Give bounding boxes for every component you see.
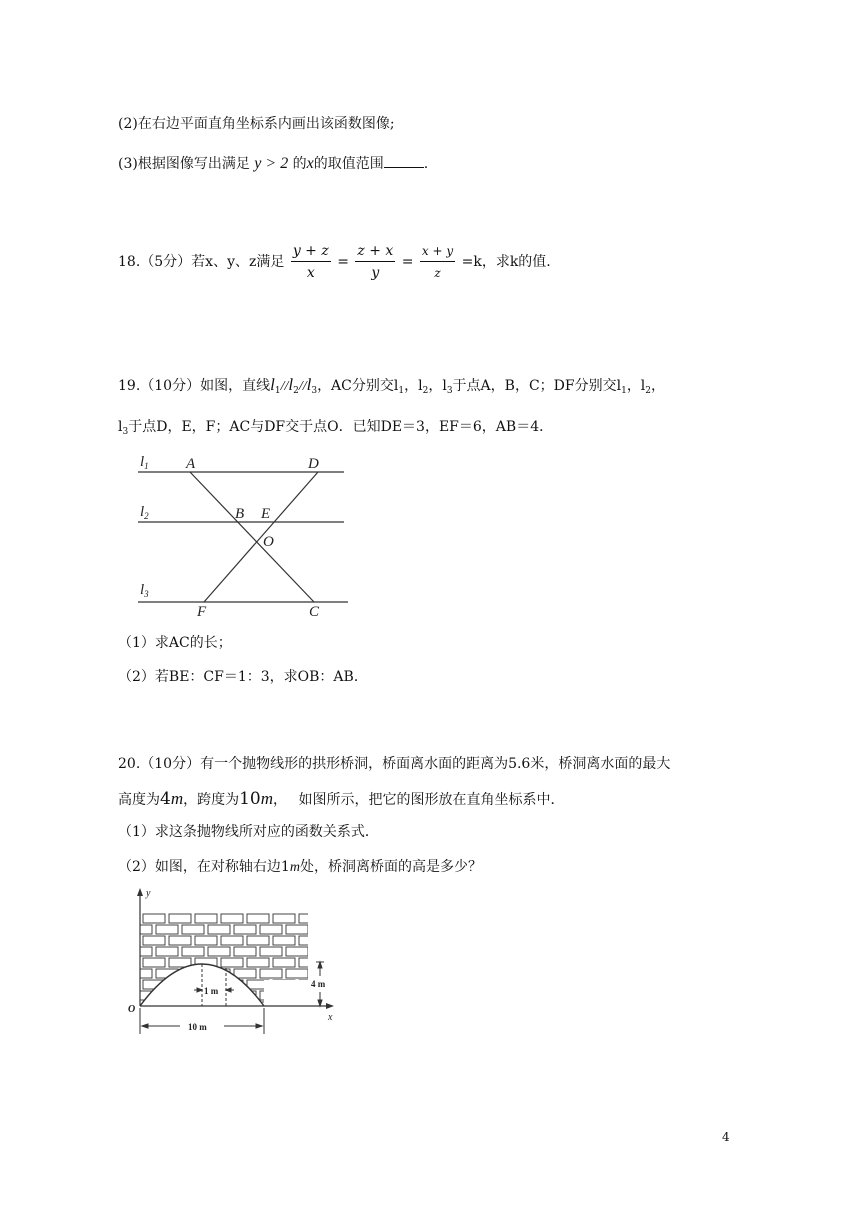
q19-line1-post: ，AC分别交l — [317, 378, 399, 394]
origin-label: O — [128, 1004, 136, 1015]
q20-text: ，跨度为 — [183, 792, 240, 808]
label-l2: $l_2$ — [140, 504, 149, 521]
brick — [260, 969, 282, 978]
brick — [124, 914, 139, 923]
brick — [124, 969, 126, 978]
brick — [143, 936, 165, 945]
brick — [299, 914, 321, 923]
point-c-label: C — [309, 604, 320, 620]
brick — [260, 991, 282, 1000]
point-f-label: F — [197, 604, 207, 620]
y-axis-label: y — [146, 888, 151, 899]
q20-text: （2）如图，在对称轴右边1 — [118, 859, 290, 875]
unit-m: m — [289, 860, 300, 875]
q17-part3 — [118, 153, 428, 173]
q17-part3-pre: (3)根据图像写出满足 — [118, 156, 250, 172]
brick — [312, 969, 334, 978]
fraction-denominator: x — [306, 265, 315, 281]
brick — [325, 936, 344, 945]
brick — [247, 958, 269, 967]
ten-m-label: 10 m — [188, 1022, 207, 1032]
q18-fraction-2 — [355, 243, 395, 281]
point-d-label: D — [308, 456, 319, 472]
parallel-sign: // — [298, 379, 307, 394]
q20-text: 处，桥洞离桥面的高是多少？ — [299, 859, 482, 875]
q19-text: ，l — [626, 378, 646, 394]
q19-text: ， — [651, 378, 666, 394]
brick — [195, 914, 217, 923]
brick — [182, 925, 204, 934]
q17-part2: (2)在右边平面直角坐标系内画出该函数图像; — [118, 116, 395, 132]
q20-bridge-figure — [124, 884, 344, 1038]
brick — [221, 958, 243, 967]
q19-text: l — [118, 419, 123, 435]
subscript: 3 — [122, 427, 129, 437]
q19-l1: l — [270, 375, 275, 394]
subscript: 2 — [645, 386, 652, 396]
brick — [221, 914, 243, 923]
q20-part1: （1）求这条抛物线所对应的函数关系式． — [118, 824, 379, 840]
brick — [221, 936, 243, 945]
y-axis-arrow-icon — [137, 888, 143, 896]
q20-line1: 20.（10分）有一个抛物线形的拱形桥洞，桥面离水面的距离为5.6米，桥洞离水面的最大 — [118, 756, 671, 772]
brick — [143, 914, 165, 923]
q19-part1: （1）求AC的长； — [118, 635, 232, 651]
q17-part3-mid: 的 — [292, 156, 307, 172]
q18-prefix: 18.（5分）若x、y、z满足 — [118, 254, 285, 270]
fraction-numerator: z + x — [355, 243, 395, 262]
brick — [124, 925, 126, 934]
brick — [130, 925, 152, 934]
brick — [325, 980, 344, 989]
parallel-sign: // — [280, 379, 289, 394]
q20-part2 — [118, 856, 482, 876]
q20-line2 — [118, 789, 564, 809]
subscript: 2 — [293, 386, 299, 396]
q18-suffix: =k，求k的值. — [461, 254, 551, 270]
q19-part2: （2）若BE：CF＝1：3，求OB：AB． — [118, 669, 368, 685]
brick — [312, 925, 334, 934]
width-value: 10 — [239, 789, 261, 809]
brick — [130, 969, 152, 978]
fraction-denominator: y — [371, 265, 380, 281]
q19-l3: l — [306, 375, 312, 394]
brick — [286, 925, 308, 934]
q18-fraction-3 — [420, 243, 455, 281]
brick — [169, 914, 191, 923]
q19-line2 — [118, 416, 553, 437]
brick — [143, 958, 165, 967]
point-b-label: B — [235, 506, 245, 522]
brick — [286, 969, 308, 978]
brick — [208, 947, 230, 956]
answer-blank[interactable] — [384, 155, 424, 168]
brick — [208, 925, 230, 934]
brick — [124, 936, 139, 945]
brick — [124, 980, 139, 989]
brick — [195, 936, 217, 945]
fraction-numerator: y + z — [291, 243, 331, 262]
subscript: 1 — [398, 386, 405, 396]
q19-figure — [136, 448, 356, 620]
brick — [286, 947, 308, 956]
brick — [247, 914, 269, 923]
q19-text: 于点A，B，C；DF分别交l — [452, 378, 622, 394]
brick — [273, 936, 295, 945]
q19-text: ，l — [428, 378, 447, 394]
x-axis-arrow-icon — [326, 1003, 334, 1009]
segment-df — [204, 472, 318, 602]
q18-line — [118, 243, 551, 281]
brick — [234, 969, 256, 978]
brick — [273, 980, 295, 989]
brick — [273, 914, 295, 923]
brick — [325, 914, 344, 923]
brick — [234, 925, 256, 934]
segment-ac — [190, 472, 314, 602]
brick — [124, 947, 126, 956]
equals-sign: = — [401, 254, 414, 270]
brick — [247, 980, 269, 989]
equals-sign: = — [337, 254, 349, 270]
height-unit: m — [170, 789, 184, 808]
q20-text: 高度为 — [118, 792, 160, 808]
q18-fraction-1 — [291, 243, 331, 281]
brick — [247, 936, 269, 945]
brick — [312, 947, 334, 956]
brick — [260, 925, 282, 934]
q17-part3-var: x — [306, 155, 314, 172]
four-m-label: 4 m — [311, 979, 326, 989]
brick — [312, 991, 334, 1000]
point-a-label: A — [186, 456, 196, 472]
brick — [124, 991, 126, 1000]
one-m-label: 1 m — [204, 986, 219, 996]
q19-text: ，l — [404, 378, 423, 394]
point-e-label: E — [261, 506, 271, 522]
brick — [299, 936, 321, 945]
brick — [260, 947, 282, 956]
brick — [124, 958, 139, 967]
brick — [156, 925, 178, 934]
brick — [169, 936, 191, 945]
fraction-numerator: x + y — [420, 243, 455, 262]
page-number: 4 — [722, 1130, 730, 1144]
brick — [325, 958, 344, 967]
subscript: 1 — [621, 386, 627, 396]
subscript: 3 — [311, 386, 318, 396]
q17-part3-post: 的取值范围 — [313, 156, 384, 172]
q19-line1-pre: 19.（10分）如图，直线 — [118, 378, 271, 394]
width-unit: m — [260, 789, 274, 808]
subscript: 3 — [446, 386, 453, 396]
q20-text: ， 如图所示，把它的图形放在直角坐标系中． — [273, 792, 565, 808]
q19-line1 — [118, 375, 665, 396]
height-value: 4 — [160, 789, 171, 809]
point-o-label: O — [263, 534, 274, 550]
label-l3: $l_3$ — [140, 582, 149, 599]
brick — [156, 947, 178, 956]
subscript: 2 — [422, 386, 429, 396]
q19-text: 于点D，E，F；AC与DF交于点O．已知DE＝3，EF＝6，AB＝4． — [128, 419, 554, 435]
brick — [182, 947, 204, 956]
brick — [273, 958, 295, 967]
brick — [234, 947, 256, 956]
q19-l2: l — [288, 375, 294, 394]
q17-part3-end: . — [423, 156, 429, 172]
subscript: 1 — [274, 386, 281, 396]
label-l1: $l_1$ — [140, 454, 149, 471]
brick — [130, 947, 152, 956]
x-axis-label: x — [328, 1012, 333, 1023]
fraction-denominator: z — [434, 266, 441, 280]
brick — [286, 991, 308, 1000]
q17-part3-condition: y > 2 — [254, 155, 289, 172]
